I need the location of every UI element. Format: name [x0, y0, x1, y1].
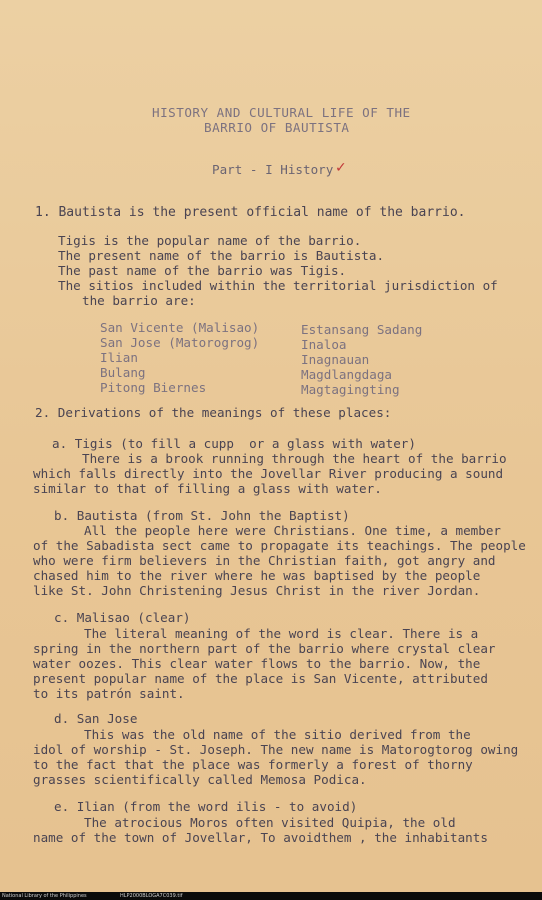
footer-library-name: National Library of the Philippines: [2, 893, 87, 899]
item-1-line-3: The past name of the barrio was Tigis.: [58, 263, 347, 278]
sitio-right-1: Estansang Sadang: [301, 322, 423, 337]
item-2b-line-5: like St. John Christening Jesus Christ in the river Jordan.: [33, 583, 481, 598]
item-2c-title: c. Malisao (clear): [54, 610, 191, 625]
scan-footer-bar: [0, 892, 542, 900]
item-2b-line-3: who were firm believers in the Christian faith, got angry and: [33, 553, 496, 568]
item-2b-line-1: All the people here were Christians. One time, a member: [84, 523, 502, 538]
sitio-right-3: Inagnauan: [301, 352, 370, 367]
sitio-left-2: San Jose (Matorogrog): [100, 335, 260, 350]
sitio-left-3: Ilian: [100, 350, 138, 365]
item-1-line-2: The present name of the barrio is Bautista.: [58, 248, 385, 263]
item-2c-line-1: The literal meaning of the word is clear. There is a: [84, 626, 479, 641]
item-2d-line-4: grasses scientifically called Memosa Podica.: [33, 772, 367, 787]
item-2c-line-2: spring in the northern part of the barrio where crystal clear: [33, 641, 496, 656]
sitio-right-5: Magtagingting: [301, 382, 400, 397]
item-2-heading: 2. Derivations of the meanings of these places:: [35, 405, 392, 420]
item-2b-line-4: chased him to the river where he was baptised by the people: [33, 568, 481, 583]
item-2d-line-2: idol of worship - St. Joseph. The new name is Matorogtorog owing: [33, 742, 519, 757]
item-2c-line-5: to its patrón saint.: [33, 686, 185, 701]
document-title-line-2: BARRIO OF BAUTISTA: [204, 120, 350, 135]
item-2d-line-3: to the fact that the place was formerly a forest of thorny: [33, 757, 473, 772]
sitio-right-2: Inaloa: [301, 337, 347, 352]
item-2e-line-2: name of the town of Jovellar, To avoidthem , the inhabitants: [33, 830, 488, 845]
item-1-heading: 1. Bautista is the present official name of the barrio.: [35, 205, 466, 220]
item-2a-line-1: There is a brook running through the heart of the barrio: [82, 451, 507, 466]
item-2c-line-3: water oozes. This clear water flows to the barrio. Now, the: [33, 656, 481, 671]
item-2a-title: a. Tigis (to fill a cupp or a glass with water): [52, 436, 416, 451]
document-title-line-1: HISTORY AND CULTURAL LIFE OF THE: [152, 105, 411, 120]
item-1-line-1: Tigis is the popular name of the barrio.: [58, 233, 362, 248]
sitio-right-4: Magdlangdaga: [301, 367, 392, 382]
footer-file-code: HLP2000BLOGA7C039.tif: [120, 893, 183, 899]
item-2e-line-1: The atrocious Moros often visited Quipia, the old: [84, 815, 456, 830]
item-1-line-4: The sitios included within the territorial jurisdiction of: [58, 278, 498, 293]
item-2d-line-1: This was the old name of the sitio derived from the: [84, 727, 471, 742]
part-heading: Part - I History: [212, 162, 334, 177]
sitio-left-1: San Vicente (Malisao): [100, 320, 260, 335]
item-1-line-5: the barrio are:: [82, 293, 196, 308]
item-2b-line-2: of the Sabadista sect came to propagate its teachings. The people: [33, 538, 526, 553]
item-2a-line-3: similar to that of filling a glass with water.: [33, 481, 382, 496]
sitio-left-4: Bulang: [100, 365, 146, 380]
item-2a-line-2: which falls directly into the Jovellar River producing a sound: [33, 466, 504, 481]
item-2c-line-4: present popular name of the place is San Vicente, attributed: [33, 671, 488, 686]
check-mark: ✓: [335, 160, 347, 176]
item-2d-title: d. San Jose: [54, 711, 138, 726]
item-2b-title: b. Bautista (from St. John the Baptist): [54, 508, 350, 523]
sitio-left-5: Pitong Biernes: [100, 380, 207, 395]
item-2e-title: e. Ilian (from the word ilis - to avoid): [54, 799, 358, 814]
